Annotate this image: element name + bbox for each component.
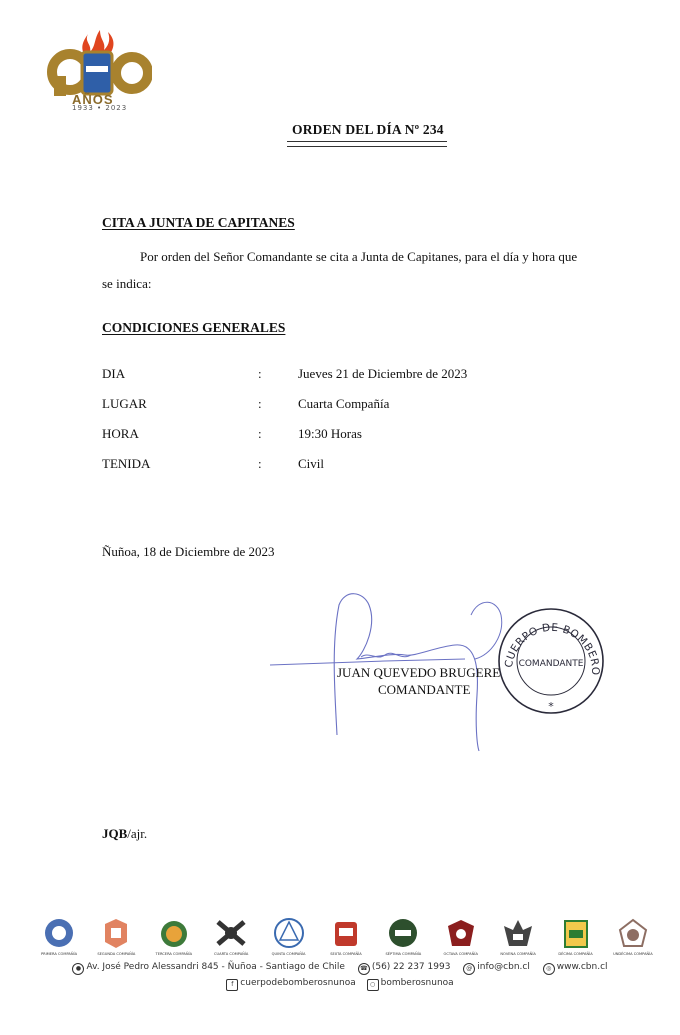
condition-separator: : <box>258 366 262 381</box>
title-rule-2 <box>287 146 447 147</box>
company-badge-caption: OCTAVA COMPAÑÍA <box>443 952 478 956</box>
footer-contact-line <box>0 962 680 975</box>
condition-separator: : <box>258 396 262 411</box>
condition-row-dia <box>102 366 582 384</box>
company-emblem-icon <box>501 916 535 950</box>
footer-phone: ☎ (56) 22 237 1993 <box>358 962 451 972</box>
condition-value: 19:30 Horas <box>298 426 362 441</box>
company-emblem-icon <box>157 916 191 950</box>
condition-label: TENIDA <box>102 456 151 471</box>
instagram-icon: ○ <box>367 979 379 991</box>
logo-word: AÑOS <box>72 92 114 107</box>
company-emblem-icon <box>559 916 593 950</box>
signer-role: COMANDANTE <box>378 682 471 697</box>
cita-line-2: se indica: <box>102 276 152 291</box>
condition-label: HORA <box>102 426 139 441</box>
company-badge-caption: UNDÉCIMA COMPAÑÍA <box>613 952 653 956</box>
company-emblem-icon <box>42 916 76 950</box>
company-emblem-icon <box>99 916 133 950</box>
phone-icon: ☎ <box>358 963 370 975</box>
condition-row-hora <box>102 426 582 444</box>
condition-label: LUGAR <box>102 396 147 411</box>
company-badge <box>553 916 599 956</box>
condition-row-lugar <box>102 396 582 414</box>
footer-facebook[interactable]: f cuerpodebomberosnunoa <box>226 978 355 988</box>
company-emblem-icon <box>444 916 478 950</box>
company-emblem-icon <box>616 916 650 950</box>
svg-text:*: * <box>548 700 554 713</box>
footer-social-line <box>0 978 680 991</box>
company-badge <box>208 916 254 956</box>
footer-instagram[interactable]: ○ bomberosnunoa <box>367 978 454 988</box>
reference-initials-rest: /ajr. <box>127 826 148 841</box>
condition-label: DIA <box>102 366 126 381</box>
web-icon: ◎ <box>543 963 555 975</box>
stamp-ring-text: CUERPO DE BOMBERO <box>502 621 602 676</box>
company-badge-caption: DÉCIMA COMPAÑÍA <box>558 952 593 956</box>
section-heading-condiciones: CONDICIONES GENERALES <box>102 320 286 335</box>
footer-email[interactable]: @ info@cbn.cl <box>463 962 530 972</box>
title-rule <box>287 141 447 142</box>
company-badge <box>380 916 426 956</box>
facebook-icon: f <box>226 979 238 991</box>
company-emblem-icon <box>272 916 306 950</box>
place-date: Ñuñoa, 18 de Diciembre de 2023 <box>102 544 275 559</box>
order-title: ORDEN DEL DÍA Nº 234 <box>292 122 444 137</box>
logo-years: 1933 • 2023 <box>72 104 128 112</box>
footer-web[interactable]: ◎ www.cbn.cl <box>543 962 608 972</box>
company-badge <box>36 916 82 956</box>
company-emblem-icon <box>214 916 248 950</box>
company-badge-caption: SÉPTIMA COMPAÑÍA <box>385 952 422 956</box>
section-heading-cita: CITA A JUNTA DE CAPITANES <box>102 215 295 230</box>
company-badge <box>93 916 139 956</box>
company-badge <box>323 916 369 956</box>
company-badge-caption: SEGUNDA COMPAÑÍA <box>97 952 136 956</box>
signer-name: JUAN QUEVEDO BRUGERE <box>337 665 501 680</box>
cita-paragraph <box>102 243 597 297</box>
company-emblem-icon <box>329 916 363 950</box>
company-emblem-icon <box>386 916 420 950</box>
company-badge-caption: TERCERA COMPAÑÍA <box>155 952 193 956</box>
company-badge <box>495 916 541 956</box>
company-badge <box>438 916 484 956</box>
official-stamp <box>496 606 606 716</box>
condition-value: Cuarta Compañía <box>298 396 390 411</box>
condition-value: Civil <box>298 456 325 471</box>
company-badge-caption: SEXTA COMPAÑÍA <box>330 952 362 956</box>
company-badge-caption: QUINTA COMPAÑÍA <box>271 952 306 956</box>
company-badge-caption: PRIMERA COMPAÑÍA <box>40 952 78 956</box>
stamp-center-text: COMANDANTE <box>518 659 584 669</box>
footer-address: ● Av. José Pedro Alessandri 845 - Ñuñoa - Santiago de Chile <box>72 962 345 972</box>
condition-separator: : <box>258 426 262 441</box>
cita-line-1: Por orden del Señor Comandante se cita a Junta de Capitanes, para el día y hora que <box>140 249 578 264</box>
condition-value: Jueves 21 de Diciembre de 2023 <box>298 366 468 381</box>
condition-row-tenida <box>102 456 582 474</box>
company-badge <box>266 916 312 956</box>
company-badge <box>610 916 656 956</box>
company-badge-caption: NOVENA COMPAÑÍA <box>500 952 536 956</box>
company-badge-caption: CUARTA COMPAÑÍA <box>213 952 249 956</box>
reference-initials-bold: JQB <box>102 826 128 841</box>
email-icon: @ <box>463 963 475 975</box>
reference-initials <box>102 826 147 842</box>
location-icon: ● <box>72 963 84 975</box>
stamp-seal-icon <box>496 606 606 716</box>
company-badges-row <box>36 910 656 956</box>
condition-separator: : <box>258 456 262 471</box>
company-badge <box>151 916 197 956</box>
